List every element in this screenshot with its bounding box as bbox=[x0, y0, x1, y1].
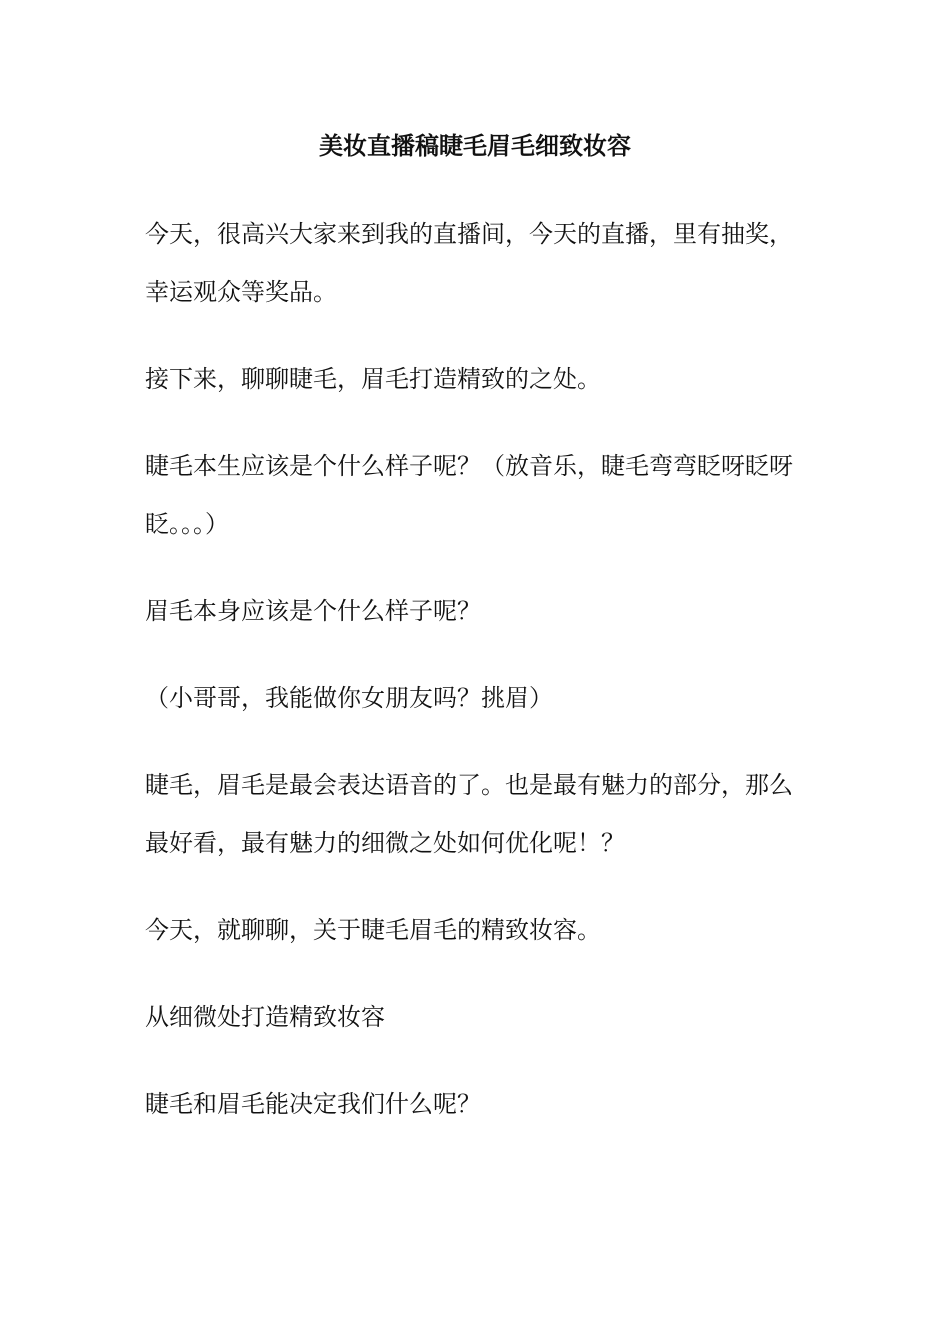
paragraph-intro: 今天，很高兴大家来到我的直播间，今天的直播，里有抽奖，幸运观众等奖品。 bbox=[145, 220, 793, 306]
paragraph-eyelash-question: 睫毛本生应该是个什么样子呢？（放音乐，睫毛弯弯眨呀眨呀眨。。。） bbox=[145, 452, 793, 538]
paragraph-subheading: 从细微处打造精致妆容 bbox=[145, 1003, 385, 1031]
document-title: 美妆直播稿睫毛眉毛细致妆容 bbox=[319, 131, 631, 160]
paragraph-next-topic: 接下来，聊聊睫毛，眉毛打造精致的之处。 bbox=[145, 365, 601, 393]
paragraph-aside: （小哥哥，我能做你女朋友吗？挑眉） bbox=[145, 684, 553, 712]
paragraph-today-topic: 今天，就聊聊，关于睫毛眉毛的精致妆容。 bbox=[145, 916, 601, 944]
paragraph-final-question: 睫毛和眉毛能决定我们什么呢？ bbox=[145, 1090, 481, 1118]
paragraph-eyebrow-question: 眉毛本身应该是个什么样子呢？ bbox=[145, 597, 481, 625]
paragraph-charm: 睫毛，眉毛是最会表达语音的了。也是最有魅力的部分，那么最好看，最有魅力的细微之处如何优化呢！？ bbox=[145, 771, 793, 857]
